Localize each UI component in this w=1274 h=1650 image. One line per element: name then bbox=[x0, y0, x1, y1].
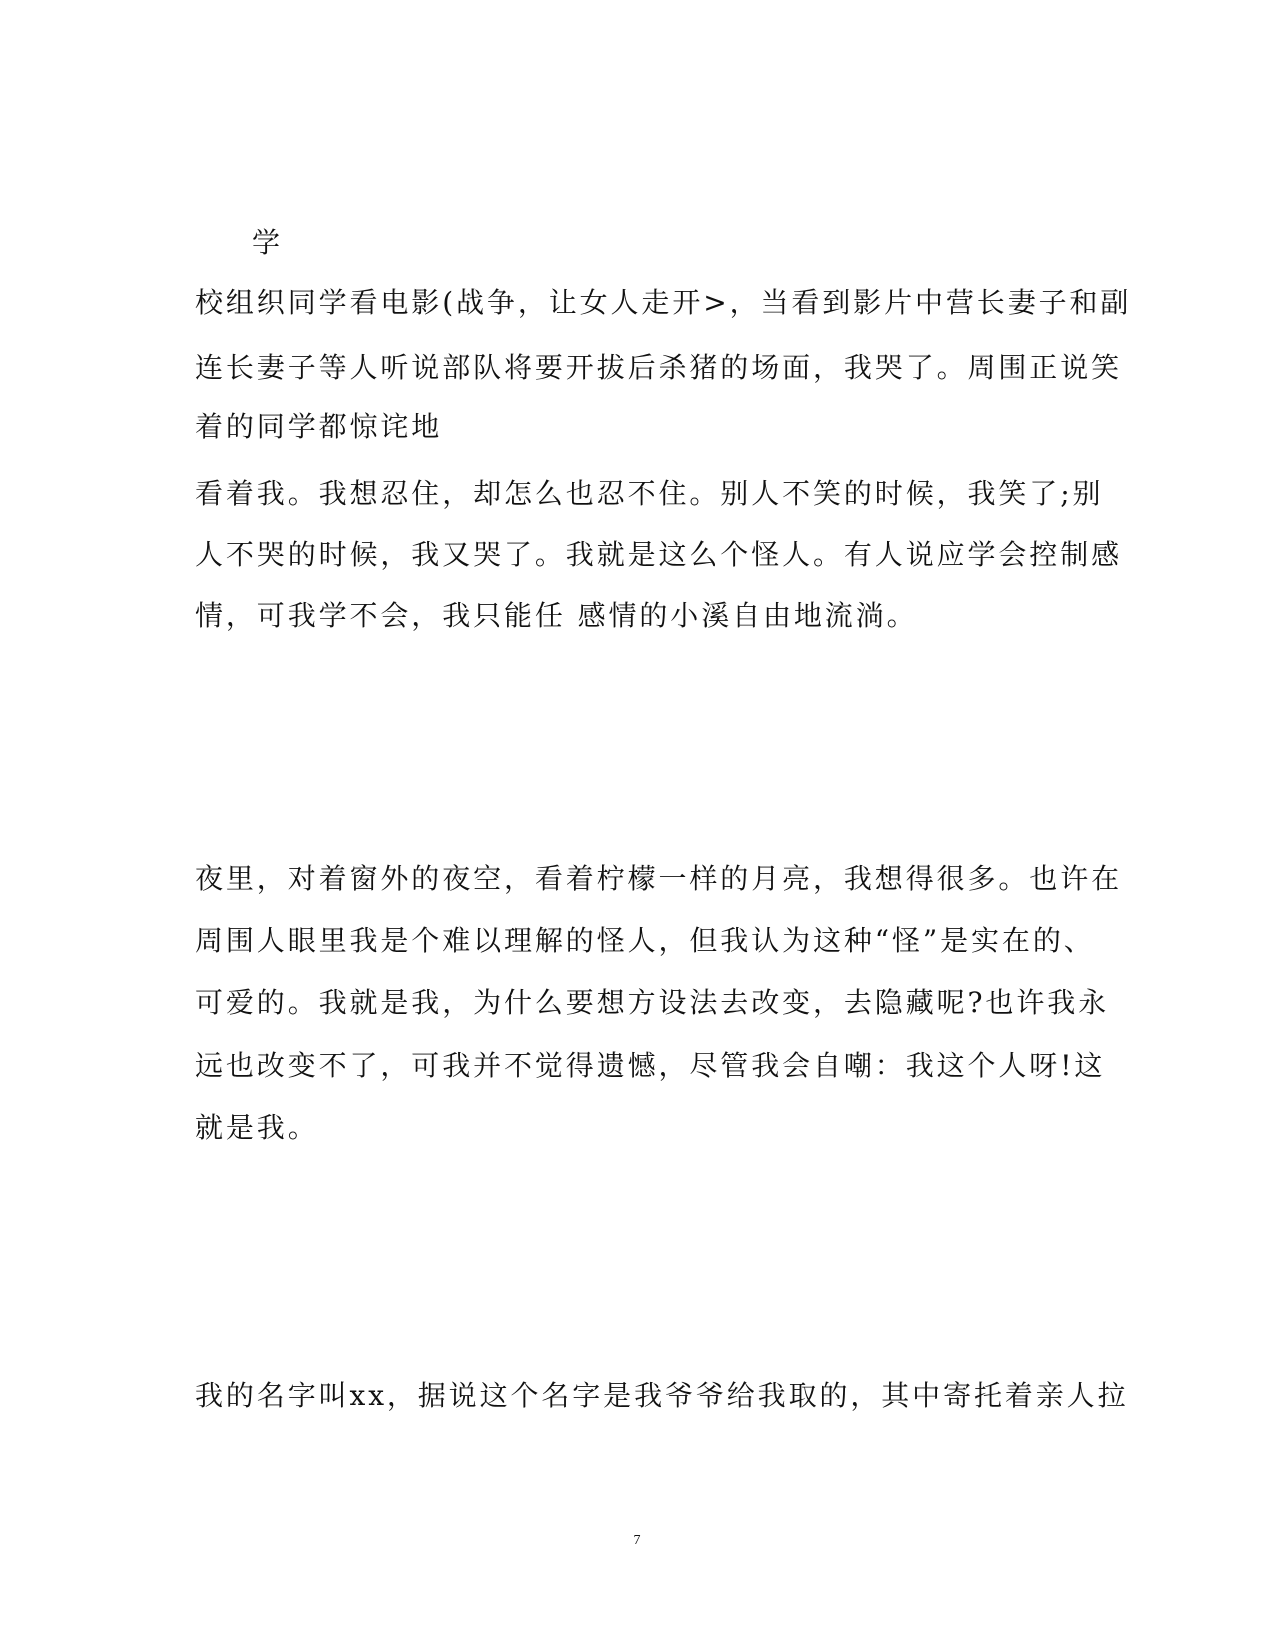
paragraph-1-line-7: 情，可我学不会，我只能任 感情的小溪自由地流淌。 bbox=[195, 599, 918, 632]
paragraph-1-line-5: 看着我。我想忍住，却怎么也忍不住。别人不笑的时候，我笑了;别 bbox=[195, 477, 1104, 510]
paragraph-3-line-1: 我的名字叫xx，据说这个名字是我爷爷给我取的，其中寄托着亲人拉 bbox=[195, 1379, 1129, 1412]
paragraph-1-line-1: 学 bbox=[252, 226, 283, 259]
paragraph-1-line-4: 着的同学都惊诧地 bbox=[195, 410, 443, 443]
paragraph-1-line-3: 连长妻子等人听说部队将要开拔后杀猪的场面，我哭了。周围正说笑 bbox=[195, 351, 1123, 384]
paragraph-2-line-4: 远也改变不了，可我并不觉得遗憾，尽管我会自嘲：我这个人呀!这 bbox=[195, 1049, 1106, 1082]
paragraph-1-line-6: 人不哭的时候，我又哭了。我就是这么个怪人。有人说应学会控制感 bbox=[195, 538, 1123, 571]
paragraph-2-line-5: 就是我。 bbox=[195, 1111, 319, 1144]
paragraph-2-line-1: 夜里，对着窗外的夜空，看着柠檬一样的月亮，我想得很多。也许在 bbox=[195, 862, 1123, 895]
paragraph-2-line-3: 可爱的。我就是我，为什么要想方设法去改变，去隐藏呢?也许我永 bbox=[195, 986, 1110, 1019]
page-number: 7 bbox=[633, 1533, 641, 1548]
paragraph-2-line-2: 周围人眼里我是个难以理解的怪人，但我认为这种“怪”是实在的、 bbox=[195, 924, 1095, 957]
paragraph-1-line-2: 校组织同学看电影(战争，让女人走开>，当看到影片中营长妻子和副 bbox=[195, 286, 1132, 319]
